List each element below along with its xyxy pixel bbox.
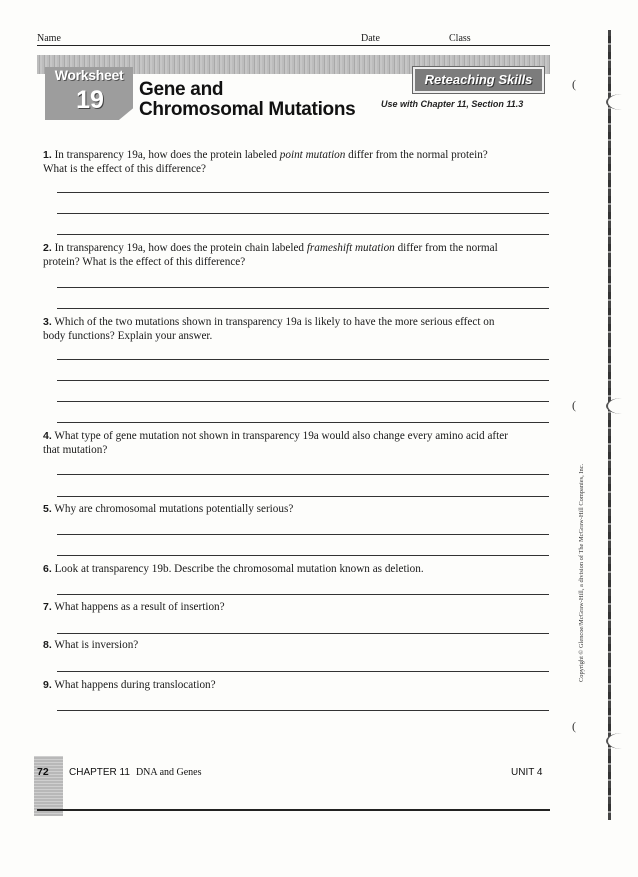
question-number: 3. (43, 316, 52, 328)
answer-line[interactable] (57, 287, 549, 288)
use-with-note: Use with Chapter 11, Section 11.3 (381, 99, 524, 109)
question-text: What type of gene mutation not shown in transparency 19a would also change every amino acid after that mutation? (43, 430, 508, 456)
page-title-line1: Gene and (139, 79, 224, 100)
question-emphasis: frameshift mutation (306, 242, 395, 254)
unit-label: UNIT 4 (511, 767, 543, 778)
worksheet-number: 19 (76, 86, 104, 114)
answer-line[interactable] (57, 710, 549, 711)
page-number-box (34, 756, 63, 816)
binder-hole-mark (606, 733, 638, 749)
answer-line[interactable] (57, 474, 549, 475)
question-2 (43, 242, 513, 269)
question-number: 8. (43, 639, 52, 651)
page-title-line2: Chromosomal Mutations (139, 99, 356, 120)
question-7 (43, 601, 513, 615)
question-text: Look at transparency 19b. Describe the chromosomal mutation known as deletion. (54, 563, 424, 575)
question-number: 1. (43, 149, 52, 161)
answer-line[interactable] (57, 422, 549, 423)
chapter-number: CHAPTER 11 (69, 767, 130, 778)
question-3 (43, 316, 513, 343)
question-5 (43, 503, 513, 517)
answer-line[interactable] (57, 192, 549, 193)
chapter-title: DNA and Genes (135, 767, 202, 778)
binder-hole-mark (606, 398, 638, 414)
binder-spine (608, 30, 611, 820)
name-label: Name (37, 33, 61, 44)
date-label: Date (361, 33, 380, 44)
question-text: In transparency 19a, how does the protein labeled (54, 149, 280, 161)
question-emphasis: point mutation (279, 149, 346, 161)
margin-mark: ( (572, 398, 576, 412)
question-text: What happens during translocation? (54, 679, 216, 691)
question-4 (43, 430, 513, 457)
question-text: What is inversion? (54, 639, 139, 651)
binder-hole-mark (606, 94, 638, 110)
answer-line[interactable] (57, 213, 549, 214)
question-6 (43, 563, 513, 577)
answer-line[interactable] (57, 359, 549, 360)
answer-line[interactable] (57, 555, 549, 556)
reteaching-skills-badge: Reteaching Skills (413, 67, 544, 93)
question-text: differ from the normal protein? What is the effect of this difference? (43, 149, 488, 175)
question-9 (43, 679, 513, 693)
question-8 (43, 639, 513, 653)
question-number: 5. (43, 503, 52, 515)
question-text: Which of the two mutations shown in transparency 19a is likely to have the more serious effect on body functions? Explain your answer. (43, 316, 495, 342)
worksheet-word: Worksheet (54, 67, 124, 83)
header-rule (37, 45, 550, 46)
answer-line[interactable] (57, 401, 549, 402)
answer-line[interactable] (57, 594, 549, 595)
question-text: Why are chromosomal mutations potentially serious? (54, 503, 294, 515)
chapter-label (69, 767, 202, 778)
answer-line[interactable] (57, 534, 549, 535)
question-text: In transparency 19a, how does the protein chain labeled (54, 242, 307, 254)
question-1 (43, 149, 513, 176)
answer-line[interactable] (57, 671, 549, 672)
answer-line[interactable] (57, 234, 549, 235)
question-text: What happens as a result of insertion? (54, 601, 225, 613)
question-number: 2. (43, 242, 52, 254)
copyright-notice: Copyright © Glencoe/McGraw-Hill, a division of The McGraw-Hill Companies, Inc. (578, 463, 585, 682)
answer-line[interactable] (57, 496, 549, 497)
page-number: 72 (37, 766, 49, 778)
question-number: 9. (43, 679, 52, 691)
question-number: 7. (43, 601, 52, 613)
answer-line[interactable] (57, 380, 549, 381)
answer-line[interactable] (57, 308, 549, 309)
answer-line[interactable] (57, 633, 549, 634)
class-label: Class (449, 33, 471, 44)
question-text: differ from the normal protein? What is the effect of this difference? (43, 242, 498, 268)
question-number: 4. (43, 430, 52, 442)
margin-mark: ( (572, 77, 576, 91)
margin-mark: ( (572, 719, 576, 733)
footer-rule (37, 809, 550, 811)
question-number: 6. (43, 563, 52, 575)
